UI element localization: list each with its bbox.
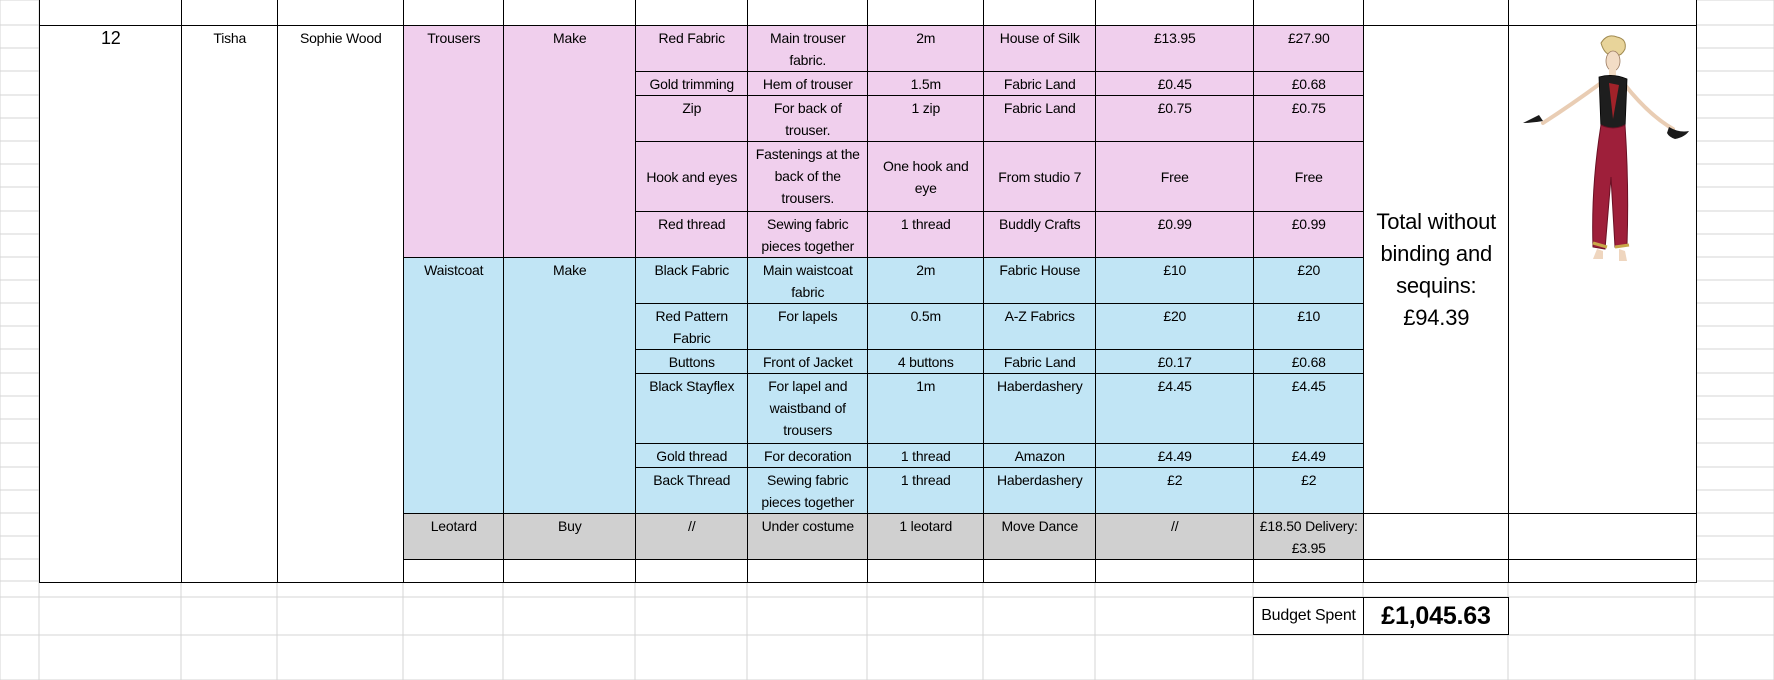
empty-cell-top[interactable]	[1253, 0, 1365, 27]
trousers-garment-cell[interactable]	[403, 25, 505, 259]
waistcoat-unit-price-cell-text: £0.17	[1157, 354, 1192, 370]
trousers-quantity-cell-text: 1.5m	[910, 76, 941, 92]
leotard-quantity-cell-text: 1 leotard	[899, 518, 953, 534]
trousers-use-cell-text: Main trouser fabric.	[770, 30, 846, 68]
trousers-method-cell-text: Make	[553, 30, 587, 46]
waistcoat-use-cell[interactable]	[747, 257, 869, 305]
waistcoat-supplier-cell[interactable]	[983, 373, 1097, 445]
empty-cell-top[interactable]	[1095, 0, 1255, 27]
waistcoat-unit-price-cell[interactable]	[1095, 443, 1255, 469]
empty-cell-bottom[interactable]	[503, 559, 637, 583]
waistcoat-use-cell[interactable]	[747, 303, 869, 351]
leotard-method-cell[interactable]	[503, 513, 637, 561]
waistcoat-total-cell-text: £10	[1297, 308, 1321, 324]
waistcoat-supplier-cell-text: Haberdashery	[996, 378, 1083, 394]
waistcoat-garment-cell-text: Waistcoat	[424, 262, 484, 278]
waistcoat-unit-price-cell-text: £2	[1167, 472, 1183, 488]
budget-spent-value-cell[interactable]	[1363, 597, 1509, 635]
waistcoat-unit-price-cell[interactable]	[1095, 257, 1255, 305]
waistcoat-material-cell-text: Gold thread	[656, 448, 728, 464]
trousers-total-cell-text: £0.75	[1291, 100, 1326, 116]
trousers-unit-price-cell[interactable]	[1095, 141, 1255, 213]
empty-cell-bottom[interactable]	[1363, 559, 1510, 583]
waistcoat-supplier-cell-text: Haberdashery	[996, 472, 1083, 488]
trousers-supplier-cell-text: Buddly Crafts	[999, 216, 1081, 232]
total-note-cell-text: Total without binding and sequins: £94.39	[1376, 208, 1497, 330]
leotard-garment-cell[interactable]	[403, 513, 505, 561]
waistcoat-quantity-cell[interactable]	[867, 257, 985, 305]
waistcoat-quantity-cell-text: 1m	[916, 378, 936, 394]
trousers-quantity-cell[interactable]	[867, 211, 985, 259]
empty-cell-bottom[interactable]	[747, 559, 869, 583]
waistcoat-use-cell-text: Front of Jacket	[762, 354, 853, 370]
waistcoat-unit-price-cell-text: £20	[1163, 308, 1187, 324]
waistcoat-material-cell-text: Red Pattern Fabric	[655, 308, 728, 346]
leotard-supplier-cell[interactable]	[983, 513, 1097, 561]
leotard-supplier-cell-text: Move Dance	[1001, 518, 1079, 534]
budget-spent-label: Budget Spent	[1261, 607, 1356, 624]
leotard-material-cell-text: //	[688, 518, 696, 534]
budget-spent-label-cell[interactable]	[1253, 597, 1364, 635]
trousers-supplier-cell[interactable]	[983, 25, 1097, 73]
trousers-material-cell[interactable]	[635, 25, 749, 73]
waistcoat-unit-price-cell-text: £10	[1163, 262, 1187, 278]
waistcoat-quantity-cell-text: 4 buttons	[897, 354, 954, 370]
row-number-cell[interactable]	[39, 25, 183, 583]
waistcoat-material-cell[interactable]	[635, 303, 749, 351]
trousers-quantity-cell-text: One hook and eye	[882, 157, 969, 196]
budget-spent-value: £1,045.63	[1381, 602, 1491, 630]
trousers-unit-price-cell-text: £13.95	[1153, 30, 1196, 46]
trousers-supplier-cell-text: Fabric Land	[1003, 100, 1076, 116]
empty-cell[interactable]	[1363, 513, 1510, 561]
empty-cell-top[interactable]	[867, 0, 985, 27]
waistcoat-quantity-cell[interactable]	[867, 349, 985, 375]
empty-cell-top[interactable]	[747, 0, 869, 27]
waistcoat-unit-price-cell[interactable]	[1095, 467, 1255, 515]
waistcoat-material-cell[interactable]	[635, 349, 749, 375]
trousers-material-cell-text: Red Fabric	[658, 30, 725, 46]
waistcoat-quantity-cell[interactable]	[867, 467, 985, 515]
waistcoat-material-cell-text: Black Fabric	[654, 262, 730, 278]
leotard-quantity-cell[interactable]	[867, 513, 985, 561]
trousers-unit-price-cell-text: £0.45	[1157, 76, 1192, 92]
waistcoat-unit-price-cell-text: £4.45	[1157, 378, 1192, 394]
waistcoat-supplier-cell[interactable]	[983, 467, 1097, 515]
waistcoat-material-cell[interactable]	[635, 257, 749, 305]
leotard-material-cell[interactable]	[635, 513, 749, 561]
trousers-unit-price-cell-text: Free	[1160, 168, 1189, 185]
waistcoat-use-cell-text: Main waistcoat fabric	[762, 262, 853, 300]
empty-cell-bottom[interactable]	[403, 559, 505, 583]
waistcoat-method-cell-text: Make	[553, 262, 587, 278]
leotard-total-cell[interactable]	[1253, 513, 1365, 561]
trousers-use-cell[interactable]	[747, 71, 869, 97]
designer-cell[interactable]	[277, 25, 405, 583]
waistcoat-material-cell[interactable]	[635, 467, 749, 515]
waistcoat-quantity-cell[interactable]	[867, 373, 985, 445]
empty-cell-top[interactable]	[1508, 0, 1697, 27]
waistcoat-use-cell-text: For lapel and waistband of trousers	[768, 378, 848, 438]
waistcoat-unit-price-cell[interactable]	[1095, 349, 1255, 375]
character-cell-text: Tisha	[213, 30, 247, 46]
empty-cell-top[interactable]	[181, 0, 279, 27]
waistcoat-method-cell[interactable]	[503, 257, 637, 515]
empty-cell-top[interactable]	[503, 0, 637, 27]
waistcoat-quantity-cell-text: 2m	[916, 262, 936, 278]
leotard-use-cell-text: Under costume	[761, 518, 854, 534]
trousers-use-cell[interactable]	[747, 141, 869, 213]
leotard-unit-price-cell-text: //	[1171, 518, 1179, 534]
trousers-material-cell-text: Gold trimming	[649, 76, 735, 92]
total-note-cell[interactable]	[1363, 25, 1510, 515]
waistcoat-supplier-cell-text: Amazon	[1014, 448, 1065, 464]
trousers-total-cell[interactable]	[1253, 211, 1365, 259]
empty-cell-top[interactable]	[983, 0, 1097, 27]
trousers-total-cell-text: £27.90	[1287, 30, 1330, 46]
waistcoat-quantity-cell[interactable]	[867, 303, 985, 351]
trousers-material-cell[interactable]	[635, 95, 749, 143]
empty-cell-bottom[interactable]	[635, 559, 749, 583]
waistcoat-supplier-cell-text: A-Z Fabrics	[1004, 308, 1075, 324]
trousers-material-cell-text: Red thread	[658, 216, 726, 232]
character-cell[interactable]	[181, 25, 279, 583]
trousers-supplier-cell-text: From studio 7	[998, 168, 1082, 185]
waistcoat-supplier-cell[interactable]	[983, 257, 1097, 305]
empty-cell-top[interactable]	[277, 0, 405, 27]
trousers-use-cell-text: For back of trouser.	[773, 100, 842, 138]
waistcoat-unit-price-cell[interactable]	[1095, 373, 1255, 445]
leotard-garment-cell-text: Leotard	[430, 518, 477, 534]
waistcoat-total-cell[interactable]	[1253, 257, 1365, 305]
leotard-use-cell[interactable]	[747, 513, 869, 561]
trousers-material-cell-text: Zip	[682, 100, 702, 116]
waistcoat-total-cell-text: £4.49	[1291, 448, 1326, 464]
leotard-unit-price-cell[interactable]	[1095, 513, 1255, 561]
waistcoat-use-cell[interactable]	[747, 373, 869, 445]
waistcoat-total-cell-text: £0.68	[1291, 354, 1326, 370]
trousers-unit-price-cell[interactable]	[1095, 71, 1255, 97]
trousers-quantity-cell[interactable]	[867, 25, 985, 73]
waistcoat-total-cell[interactable]	[1253, 373, 1365, 445]
waistcoat-supplier-cell[interactable]	[983, 303, 1097, 351]
empty-cell-top[interactable]	[39, 0, 183, 27]
trousers-unit-price-cell-text: £0.75	[1157, 100, 1192, 116]
empty-cell-bottom[interactable]	[983, 559, 1097, 583]
waistcoat-supplier-cell-text: Fabric Land	[1003, 354, 1076, 370]
costume-sketch-image	[1509, 27, 1695, 287]
waistcoat-quantity-cell-text: 0.5m	[910, 308, 941, 324]
waistcoat-use-cell[interactable]	[747, 467, 869, 515]
trousers-use-cell[interactable]	[747, 95, 869, 143]
trousers-quantity-cell[interactable]	[867, 95, 985, 143]
trousers-material-cell[interactable]	[635, 141, 749, 213]
trousers-supplier-cell[interactable]	[983, 211, 1097, 259]
trousers-use-cell-text: Fastenings at the back of the trousers.	[755, 146, 860, 206]
trousers-garment-cell-text: Trousers	[427, 30, 481, 46]
trousers-unit-price-cell[interactable]	[1095, 25, 1255, 73]
leotard-total-cell-text: £18.50 Delivery: £3.95	[1259, 518, 1358, 556]
empty-cell-bottom[interactable]	[1508, 559, 1697, 583]
empty-cell-bottom[interactable]	[1095, 559, 1255, 583]
trousers-quantity-cell[interactable]	[867, 141, 985, 213]
waistcoat-total-cell-text: £2	[1301, 472, 1317, 488]
leotard-method-cell-text: Buy	[557, 518, 582, 534]
row-number-cell-text: 12	[100, 28, 121, 48]
trousers-material-cell[interactable]	[635, 71, 749, 97]
trousers-supplier-cell-text: House of Silk	[999, 30, 1080, 46]
waistcoat-material-cell-text: Buttons	[668, 354, 715, 370]
trousers-material-cell[interactable]	[635, 211, 749, 259]
waistcoat-use-cell[interactable]	[747, 443, 869, 469]
trousers-total-cell-text: £0.68	[1291, 76, 1326, 92]
trousers-use-cell-text: Hem of trouser	[762, 76, 853, 92]
waistcoat-material-cell[interactable]	[635, 443, 749, 469]
empty-cell-bottom[interactable]	[867, 559, 985, 583]
waistcoat-quantity-cell-text: 1 thread	[900, 448, 951, 464]
waistcoat-quantity-cell-text: 1 thread	[900, 472, 951, 488]
waistcoat-total-cell-text: £4.45	[1291, 378, 1326, 394]
costume-sketch-cell[interactable]	[1508, 25, 1697, 515]
trousers-total-cell[interactable]	[1253, 25, 1365, 73]
trousers-unit-price-cell-text: £0.99	[1157, 216, 1192, 232]
trousers-total-cell[interactable]	[1253, 95, 1365, 143]
waistcoat-material-cell-text: Back Thread	[653, 472, 731, 488]
trousers-use-cell[interactable]	[747, 211, 869, 259]
designer-cell-text: Sophie Wood	[299, 30, 382, 46]
trousers-supplier-cell[interactable]	[983, 71, 1097, 97]
waistcoat-total-cell[interactable]	[1253, 467, 1365, 515]
waistcoat-quantity-cell[interactable]	[867, 443, 985, 469]
empty-cell-bottom[interactable]	[1253, 559, 1365, 583]
trousers-quantity-cell-text: 1 thread	[900, 216, 951, 232]
waistcoat-unit-price-cell[interactable]	[1095, 303, 1255, 351]
waistcoat-total-cell[interactable]	[1253, 443, 1365, 469]
waistcoat-garment-cell[interactable]	[403, 257, 505, 515]
waistcoat-total-cell[interactable]	[1253, 303, 1365, 351]
trousers-total-cell-text: £0.99	[1291, 216, 1326, 232]
waistcoat-use-cell-text: For lapels	[778, 308, 838, 324]
trousers-use-cell[interactable]	[747, 25, 869, 73]
waistcoat-material-cell-text: Black Stayflex	[649, 378, 735, 394]
waistcoat-total-cell-text: £20	[1297, 262, 1321, 278]
waistcoat-unit-price-cell-text: £4.49	[1157, 448, 1192, 464]
trousers-supplier-cell[interactable]	[983, 141, 1097, 213]
waistcoat-use-cell[interactable]	[747, 349, 869, 375]
trousers-total-cell-text: Free	[1294, 168, 1323, 185]
empty-cell[interactable]	[1508, 513, 1697, 561]
waistcoat-total-cell[interactable]	[1253, 349, 1365, 375]
waistcoat-supplier-cell[interactable]	[983, 349, 1097, 375]
trousers-supplier-cell-text: Fabric Land	[1003, 76, 1076, 92]
empty-cell-top[interactable]	[1363, 0, 1510, 27]
trousers-supplier-cell[interactable]	[983, 95, 1097, 143]
trousers-method-cell[interactable]	[503, 25, 637, 259]
trousers-unit-price-cell[interactable]	[1095, 95, 1255, 143]
trousers-total-cell[interactable]	[1253, 141, 1365, 213]
waistcoat-use-cell-text: Sewing fabric pieces together	[761, 472, 855, 510]
waistcoat-material-cell[interactable]	[635, 373, 749, 445]
trousers-quantity-cell-text: 2m	[916, 30, 936, 46]
trousers-material-cell-text: Hook and eyes	[646, 168, 738, 185]
trousers-quantity-cell-text: 1 zip	[911, 100, 941, 116]
trousers-quantity-cell[interactable]	[867, 71, 985, 97]
waistcoat-supplier-cell[interactable]	[983, 443, 1097, 469]
trousers-total-cell[interactable]	[1253, 71, 1365, 97]
empty-cell-top[interactable]	[403, 0, 505, 27]
trousers-unit-price-cell[interactable]	[1095, 211, 1255, 259]
waistcoat-use-cell-text: For decoration	[764, 448, 852, 464]
empty-cell-top[interactable]	[635, 0, 749, 27]
waistcoat-supplier-cell-text: Fabric House	[999, 262, 1081, 278]
trousers-use-cell-text: Sewing fabric pieces together	[761, 216, 855, 254]
